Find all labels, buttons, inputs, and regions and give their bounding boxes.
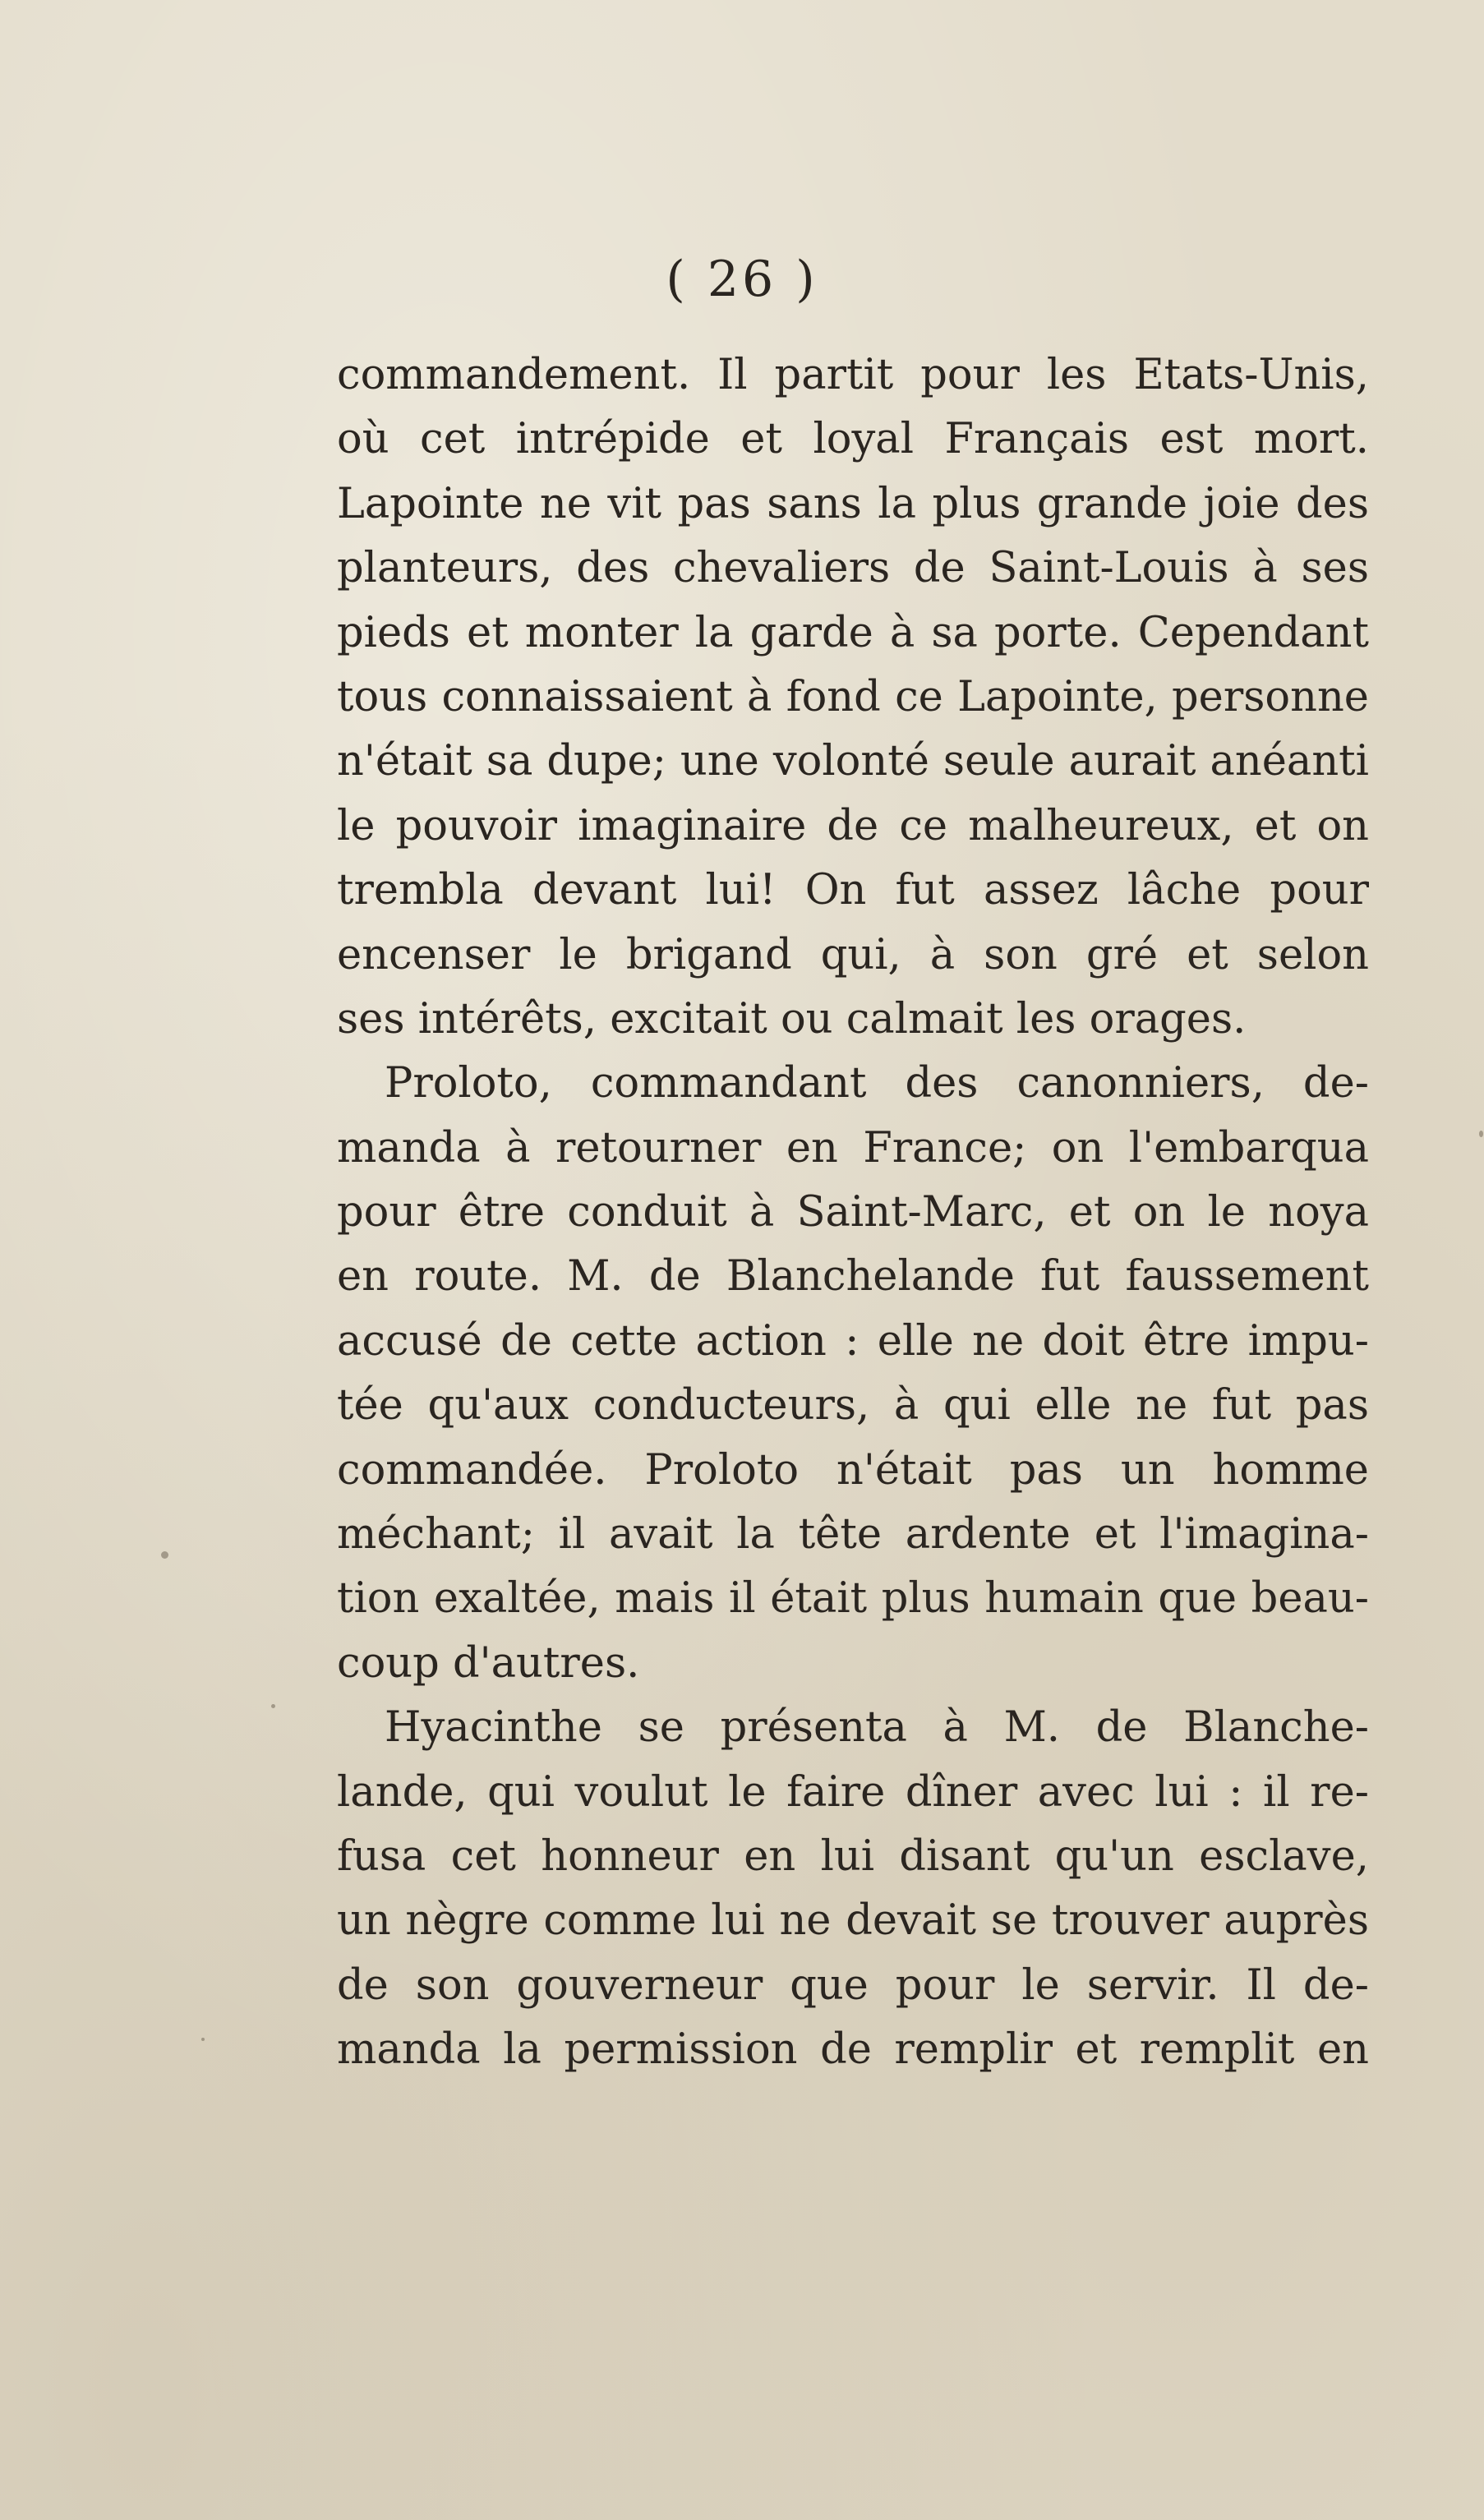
page-number: ( 26 ) (666, 251, 818, 308)
paragraph-2 (337, 1052, 1369, 1696)
text-line: pour être conduit à Saint-Marc, et on le noya (337, 1188, 1369, 1237)
text-line: encenser le brigand qui, à son gré et selon (337, 930, 1369, 979)
text-line: manda à retourner en France; on l'embarqua (337, 1123, 1369, 1172)
text-line: accusé de cette action : elle ne doit être impu- (337, 1316, 1369, 1366)
text-line: méchant; il avait la tête ardente et l'imagina- (337, 1510, 1369, 1559)
text-line: manda la permission de remplir et remplit en (337, 2025, 1369, 2075)
paper-speck (1479, 1131, 1483, 1137)
paper-speck (271, 1704, 275, 1708)
paper-speck (201, 2038, 205, 2041)
text-line: trembla devant lui! On fut assez lâche pour (337, 866, 1369, 915)
text-line: pieds et monter la garde à sa porte. Cependant (337, 608, 1369, 657)
text-line: tion exaltée, mais il était plus humain que beau- (337, 1574, 1369, 1624)
text-line: Hyacinthe se présenta à M. de Blanche- (385, 1703, 1369, 1753)
text-line: commandement. Il partit pour les Etats-Unis, (337, 351, 1369, 399)
text-line: tée qu'aux conducteurs, à qui elle ne fut pas (337, 1381, 1369, 1430)
text-line: lande, qui voulut le faire dîner avec lui : il re- (337, 1767, 1369, 1817)
paper-speck (161, 1551, 168, 1559)
text-line: coup d'autres. (337, 1638, 640, 1688)
text-line: Proloto, commandant des canonniers, de- (385, 1059, 1369, 1108)
body-text (337, 343, 1369, 2083)
text-line: un nègre comme lui ne devait se trouver auprès (337, 1896, 1369, 1946)
paragraph-1 (337, 343, 1369, 1052)
text-line: n'était sa dupe; une volonté seule aurait anéanti (337, 737, 1369, 786)
text-line: ses intérêts, excitait ou calmait les orages. (337, 994, 1247, 1043)
text-line: en route. M. de Blanchelande fut faussement (337, 1252, 1369, 1301)
text-line: tous connaissaient à fond ce Lapointe, personne (337, 672, 1369, 721)
text-line: de son gouverneur que pour le servir. Il de- (337, 1960, 1369, 2010)
text-line: planteurs, des chevaliers de Saint-Louis à ses (337, 544, 1369, 593)
text-line: Lapointe ne vit pas sans la plus grande joie des (337, 479, 1369, 528)
text-line: fusa cet honneur en lui disant qu'un esclave, (337, 1831, 1369, 1881)
text-line: le pouvoir imaginaire de ce malheureux, et on (337, 801, 1369, 850)
paragraph-3 (337, 1696, 1369, 2082)
text-line: où cet intrépide et loyal Français est mort. (337, 415, 1369, 464)
text-line: commandée. Proloto n'était pas un homme (337, 1445, 1369, 1495)
